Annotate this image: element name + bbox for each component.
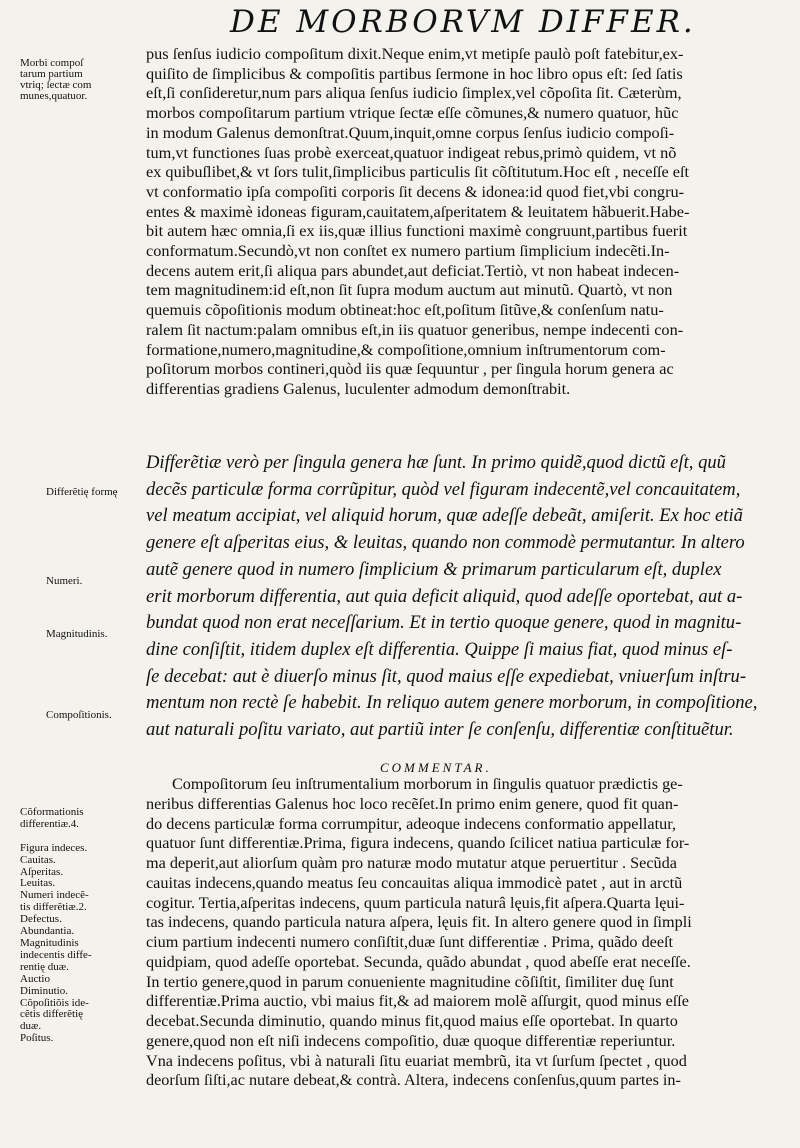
margin-line: differentiæ.4. [20,818,80,830]
margin-line: rentię duæ. [20,961,69,973]
margin-line: duæ. [20,1021,42,1033]
margin-line: Auctio [20,973,50,985]
galen-text [146,450,780,744]
text-line: quatuor ſunt differentiæ.Prima, figura indecens, quando ſcilicet natiua particulæ for- [146,834,690,853]
margin-line: Cõformationis [20,807,84,818]
text-line: tem magnitudinem:id eſt,non ſit ſupra modum auctum aut minutũ. Quartò, vt non [146,280,673,300]
text-line: decebat.Secunda diminutio, quando minus fit,quod maius eſſe oportebat. In quarto [146,1012,678,1030]
text-line: tum,vt functiones ſuas probè exerceat,quatuor indigeat rebus,primò quidem, vt nõ [146,142,677,162]
text-line: ma deperit,aut aliorſum quàm pro naturæ modo mutatur atque peruertitur . Secũda [146,854,677,872]
margin-notes-lower [20,807,142,1045]
text-line: differentias gradiens Galenus, luculenter admodum demonſtrabit. [146,378,571,398]
text-line: ralem ſit nactum:palam omnibus eſt,in iis quatuor generibus, nempe indecenti con- [146,319,684,339]
text-line: quidpiam, quod adeſſe oportebat. Secunda, quãdo abundat , quod abeſſe erat neceſſe. [146,952,691,971]
text-line: do decens particulæ forma corrumpitur, adeoque indecens conformatio appellatur, [146,814,676,833]
text-line: genere,quod non eſt niſi indecens compoſitio, duæ quoque differentiæ reperiuntur. [146,1031,676,1050]
margin-line: Abundantia. [20,926,75,938]
margin-line: Defectus. [20,914,62,926]
text-line: genere eſt aſperitas eius, & leuitas, quando non commodè permutantur. In altero [146,532,745,554]
margin-line: Numeri indecẽ- [20,890,89,902]
text-line: bit autem hæc omnia,ſi ex iis,quæ illius functioni maximè congruunt,partibus fuerit [146,221,688,241]
text-line: poſitorum morbos contineri,quòd iis quæ ſequuntur , per ſingula horum genera ac [146,359,674,379]
margin-line: Leuitas. [20,878,56,890]
text-line: quiſito de ſimplicibus & compoſitis partibus ſermone in hoc libro opus eſt: ſed ſatis [146,63,683,83]
text-line: In tertio genere,quod in parum conueniente magnitudine cõſiſtit, ſimiliter duę ſunt [146,972,674,991]
margin-line: Figura indeces. [20,842,88,854]
text-line: Differẽtiæ verò per ſingula genera hæ ſunt. In primo quidẽ,quod dictũ eſt, quũ [146,452,726,473]
text-line: bundat quod non erat neceſſarium. Et in tertio quoque genere, quod in magnitu- [146,612,742,634]
text-line: vel meatum accipiat, vel aliquid horum, quæ adeſſe debeãt, amiſerit. Ex hoc etiã [146,505,743,527]
text-line: differentiæ.Prima auctio, vbi maius fit,& ad maiorem molẽ aſſurgit, quod minus eſſe [146,992,689,1011]
margin-note-magnitudinis: Magnitudinis. [46,628,108,640]
margin-line: Aſperitas. [20,866,64,878]
margin-line: Poſitus. [20,1033,54,1045]
margin-line: tis differẽtiæ.2. [20,902,87,914]
margin-line: Diminutio. [20,985,68,997]
margin-line [20,831,142,843]
text-line: quemuis cõpoſitionis modum obtineat:hoc eſt,poſitum ſitũve,& conſenſum natu- [146,300,664,320]
commentary [146,775,780,1091]
margin-line: munes,quatuor. [20,91,88,102]
margin-line: indecentis diffe- [20,949,92,961]
text-line: conformatum.Secundò,vt non conſtet ex numero partium ſimplicium indecẽti.In- [146,241,670,261]
running-head: DE MORBORVM DIFFER. [230,4,696,40]
text-line: erit morborum differentia, aut quia deficit aliquid, quod adeſſe oportebat, aut a- [146,585,743,607]
paragraph-one [146,44,780,399]
commentary-heading: COMMENTAR. [380,760,492,775]
text-line: decẽs particulæ forma corrũpitur, quòd vel figuram indecentẽ,vel concauitatem, [146,478,741,500]
text-line: cauitas indecens,quando meatus ſeu concauitas aliqua immodicè patet , aut in arctũ [146,873,683,892]
text-line: neribus differentias Galenus hoc loco recẽſet.In primo enim genere, quod fit quan- [146,794,679,813]
text-line: Compoſitorum ſeu inſtrumentalium morborum in ſingulis quatuor prædictis ge- [172,775,683,793]
margin-line: Cõpoſitiõis ide- [20,997,89,1009]
text-line: Vna indecens poſitus, vbi à naturali ſitu euariat membrũ, ita vt ſurſum ſpectet , quod [146,1051,687,1070]
margin-line: vtriq; ſectæ com [20,80,92,91]
text-line: tas indecens, quando particula natura aſpera, lęuis fit. In altero genere quod in ſimpli [146,913,692,932]
text-line: entes & maximè idoneas figuram,cauitatem,aſperitatem & leuitatem hãbuerit.Habe- [146,201,690,221]
text-line: eſt,ſi conſideretur,num pars aliqua ſenſus iudicio ſimplex,vel cõpoſita ſit. Cæterùm, [146,83,682,103]
text-line: aut naturali poſitu variato, aut partiũ inter ſe conſenſu, differentiæ conſtituẽtur. [146,719,734,741]
margin-line: tarum partium [20,69,83,80]
text-line: cogitur. Tertia,aſperitas indecens, quum particula naturâ lęuis,fit aſpera.Quarta lęui- [146,893,685,912]
text-line: deorſum ſiſti,ac nutare debeat,& contrà. Altera, indecens conſenſus,quum partes in- [146,1071,681,1090]
margin-note-numeri: Numeri. [46,575,83,587]
margin-note-compositionis: Compoſitionis. [46,709,112,721]
text-line: decens autem erit,ſi aliqua pars abundet,aut deficiat.Tertiò, vt non habeat indecen- [146,260,680,280]
text-line: cium partium indecenti numero conſiſtit,duæ ſunt differentiæ . Prima, quãdo deeſt [146,933,674,951]
margin-line: Cauitas. [20,854,56,866]
margin-line: Magnitudinis [20,937,79,949]
text-line: ex quibuſlibet,& vt ſors tulit,ſimplicibus particulis ſit cõſtitutum.Hoc eſt , neceſſe eſt [146,162,690,182]
text-line: in modum Galenus demonſtrat.Quum,inquit,omne corpus ſenſus iudicio compoſi- [146,122,675,142]
text-line: ſe decebat: aut è diuerſo minus ſit, quod maius eſſe expediebat, vniuerſum inſtru- [146,665,747,687]
text-line: vt conformatio ipſa compoſiti corporis ſit decens & idonea:id quod fiet,vbi congru- [146,181,685,201]
text-line: dine conſiſtit, itidem duplex eſt differentia. Quippe ſi maius fiat, quod minus eſ- [146,638,733,660]
text-line: autẽ genere quod in numero ſimplicium & primarum particularum eſt, duplex [146,558,722,580]
text-line: pus ſenſus iudicio compoſitum dixit.Neque enim,vt metipſe paulò poſt fatebitur,ex- [146,44,684,63]
margin-line: Morbi compoſ [20,58,84,69]
text-line: morbos compoſitarum partium vtrique ſectæ eſſe cõmunes,& numero quatuor, hũc [146,103,679,123]
margin-note-morbi [20,58,142,102]
margin-line: cẽtis differẽtię [20,1009,84,1021]
text-line: formatione,numero,magnitudine,& compoſitione,omnium inſtrumentorum com- [146,339,666,359]
margin-note-formae: Differẽtię formę [46,486,118,498]
text-line: mentum non rectè ſe habebit. In reliquo autem genere morborum, in compoſitione, [146,692,758,714]
